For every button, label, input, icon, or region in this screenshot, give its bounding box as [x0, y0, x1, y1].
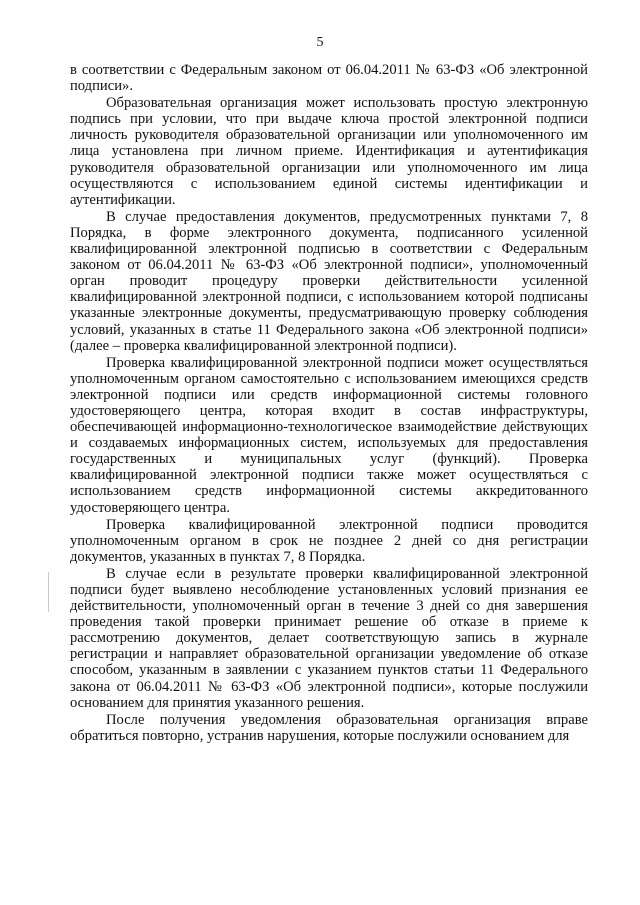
- paragraph: Образовательная организация может использовать простую электронную подпись при условии, что при выдаче ключа простой электронной подписи личность руководителя образовательной организации или уполномоченного им лица установлена при личном приеме. Идентификация и аутентификация руководителя образовательной организации или уполномоченного им лица осуществляются с использованием единой системы идентификации и аутентификации.: [70, 95, 588, 208]
- paragraph: в соответствии с Федеральным законом от 06.04.2011 № 63-ФЗ «Об электронной подписи».: [70, 62, 588, 95]
- paragraph: В случае предоставления документов, предусмотренных пунктами 7, 8 Порядка, в форме электронного документа, подписанного усиленной квалифицированной электронной подписью в соответствии с Федеральным законом от 06.04.2011 № 63-ФЗ «Об электронной подписи», уполномоченный орган проводит процедуру проверки действительности усиленной квалифицированной электронной подписи, с использованием которой подписаны указанные электронные документы, предусматривающую проверку соблюдения условий, указанных в статье 11 Федерального закона «Об электронной подписи» (далее – проверка квалифицированной электронной подписи).: [70, 208, 588, 354]
- page-number: 5: [316, 35, 324, 50]
- paragraph: В случае если в результате проверки квалифицированной электронной подписи будет выявлено несоблюдение установленных условий признания ее действительности, уполномоченный орган в течение 3 дней со дня завершения проведения такой проверки принимает решение об отказе в приеме к рассмотрению документов, делает соответствующую запись в журнале регистрации и направляет образовательной организации уведомление об отказе способом, указанным в заявлении с указанием пунктов статьи 11 Федерального закона от 06.04.2011 № 63-ФЗ «Об электронной подписи», которые послужили основанием для принятия указанного решения.: [70, 565, 588, 711]
- paragraph: После получения уведомления образовательная организация вправе обратиться повторно, устранив нарушения, которые послужили основанием для: [70, 711, 588, 744]
- paragraph: Проверка квалифицированной электронной подписи может осуществляться уполномоченным органом самостоятельно с использованием имеющихся средств электронной подписи или средств информационной системы головного удостоверяющего центра, которая входит в состав инфраструктуры, обеспечивающей информационно-технологическое взаимодействие действующих и создаваемых информационных систем, используемых для предоставления государственных и муниципальных услуг (функций). Проверка квалифицированной электронной подписи также может осуществляться с использованием средств информационной системы аккредитованного удостоверяющего центра.: [70, 354, 588, 516]
- scan-margin-mark: [48, 572, 49, 612]
- paragraph: Проверка квалифицированной электронной подписи проводится уполномоченным органом в срок не позднее 2 дней со дня регистрации документов, указанных в пунктах 7, 8 Порядка.: [70, 516, 588, 565]
- document-body: [70, 62, 588, 745]
